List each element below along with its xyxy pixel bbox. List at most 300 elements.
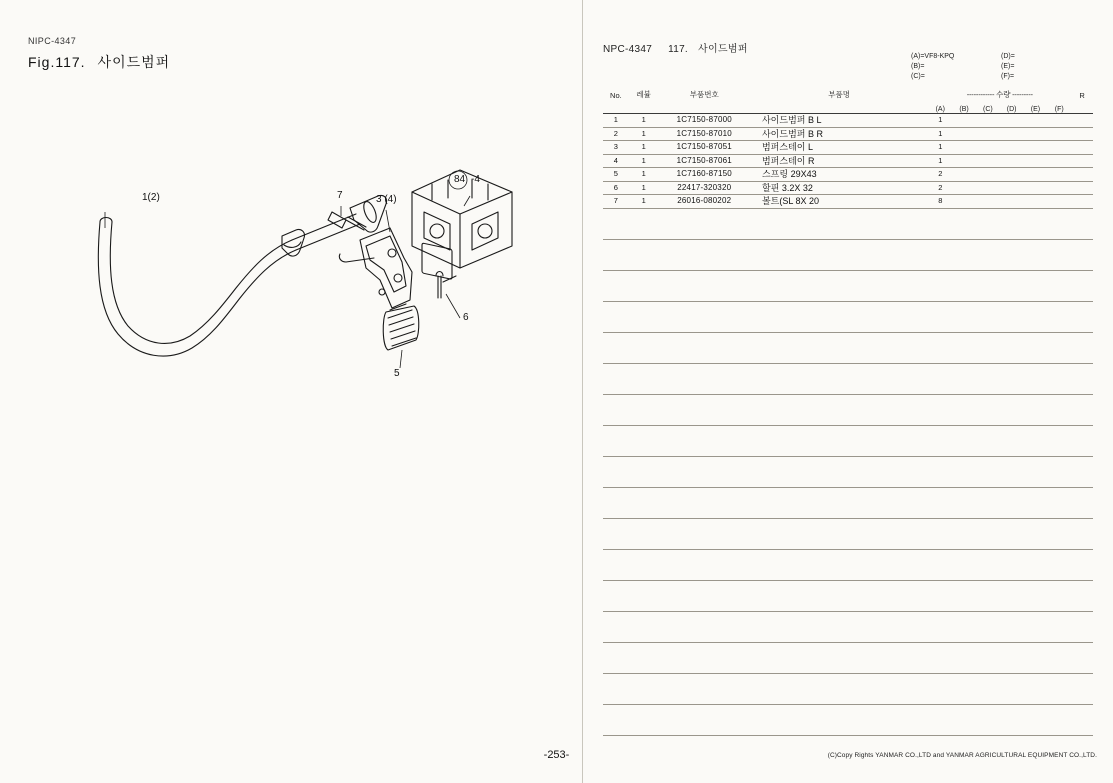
cell-empty <box>659 394 750 425</box>
cell-empty <box>629 704 659 735</box>
cell-empty <box>629 239 659 270</box>
cell-empty <box>1024 239 1048 270</box>
cell-empty <box>976 363 1000 394</box>
cell-empty <box>1024 642 1048 673</box>
cell-qty-d <box>1000 154 1024 168</box>
parts-table <box>603 84 1093 736</box>
cell-no: 2 <box>603 127 629 141</box>
cell-qty-d <box>1000 141 1024 155</box>
cell-empty <box>1000 239 1024 270</box>
cell-qty-d <box>1000 168 1024 182</box>
cell-level: 1 <box>629 141 659 155</box>
cell-qty-f <box>1047 181 1071 195</box>
cell-empty <box>629 642 659 673</box>
table-row-empty <box>603 208 1093 239</box>
copyright-notice: (C)Copy Rights YANMAR CO.,LTD and YANMAR AGRICULTURAL EQUIPMENT CO.,LTD. <box>827 752 1097 759</box>
cell-empty <box>750 208 928 239</box>
cell-empty <box>1024 611 1048 642</box>
cell-no: 7 <box>603 195 629 209</box>
cell-empty <box>1024 704 1048 735</box>
parts-table-header-row <box>603 84 1093 100</box>
cell-qty-c <box>976 141 1000 155</box>
header-level: 레뷸 <box>636 90 651 99</box>
cell-empty <box>952 239 976 270</box>
cell-empty <box>659 549 750 580</box>
cell-empty <box>603 611 629 642</box>
cell-empty <box>1047 580 1071 611</box>
cell-empty <box>1000 642 1024 673</box>
cell-empty <box>1047 673 1071 704</box>
table-row-empty <box>603 549 1093 580</box>
right-figure-number: 117. <box>668 44 689 55</box>
cell-empty <box>1000 208 1024 239</box>
right-page <box>583 0 1113 783</box>
table-row-empty <box>603 394 1093 425</box>
cell-empty <box>629 332 659 363</box>
cell-empty <box>1000 270 1024 301</box>
cell-empty <box>952 363 976 394</box>
cell-empty <box>976 673 1000 704</box>
cell-empty <box>750 549 928 580</box>
cell-empty <box>629 487 659 518</box>
table-row-empty <box>603 425 1093 456</box>
cell-empty <box>976 518 1000 549</box>
cell-remark <box>1071 154 1093 168</box>
cell-empty <box>750 301 928 332</box>
cell-qty-b <box>952 181 976 195</box>
cell-empty <box>629 580 659 611</box>
subheader-qty-b: (B) <box>952 100 976 114</box>
subheader-pn-spacer <box>659 100 750 114</box>
cell-empty <box>1024 518 1048 549</box>
cell-empty <box>1071 363 1093 394</box>
cell-empty <box>750 394 928 425</box>
cell-qty-b <box>952 141 976 155</box>
cell-empty <box>952 425 976 456</box>
cell-empty <box>928 704 952 735</box>
subheader-qty-d: (D) <box>1000 100 1024 114</box>
cell-empty <box>659 611 750 642</box>
cell-empty <box>629 425 659 456</box>
cell-empty <box>603 363 629 394</box>
cell-qty-c <box>976 168 1000 182</box>
cell-empty <box>659 518 750 549</box>
cell-empty <box>1024 270 1048 301</box>
cell-qty-e <box>1024 141 1048 155</box>
cell-qty-d <box>1000 127 1024 141</box>
cell-empty <box>659 239 750 270</box>
cell-empty <box>629 301 659 332</box>
cell-empty <box>629 394 659 425</box>
left-document-code: NIPC-4347 <box>28 36 77 46</box>
callout-3-4: 3 (4) <box>376 194 397 205</box>
cell-empty <box>659 332 750 363</box>
cell-empty <box>976 270 1000 301</box>
cell-level: 1 <box>629 114 659 128</box>
cell-empty <box>928 425 952 456</box>
cell-qty-c <box>976 127 1000 141</box>
cell-empty <box>1047 549 1071 580</box>
cell-empty <box>1071 487 1093 518</box>
assembly-drawing <box>60 150 560 430</box>
cell-empty <box>659 456 750 487</box>
cell-empty <box>1071 611 1093 642</box>
cell-level: 1 <box>629 154 659 168</box>
cell-empty <box>928 208 952 239</box>
cell-qty-a: 2 <box>928 168 952 182</box>
cell-empty <box>750 518 928 549</box>
cell-empty <box>1024 425 1048 456</box>
cell-empty <box>976 239 1000 270</box>
cell-empty <box>1047 425 1071 456</box>
cell-qty-f <box>1047 141 1071 155</box>
cell-empty <box>603 487 629 518</box>
cell-qty-b <box>952 168 976 182</box>
parts-table-head <box>603 84 1093 114</box>
cell-empty <box>1071 208 1093 239</box>
cell-empty <box>629 673 659 704</box>
cell-empty <box>928 518 952 549</box>
cell-empty <box>976 208 1000 239</box>
table-row[interactable] <box>603 181 1093 195</box>
cell-empty <box>952 487 976 518</box>
cell-empty <box>750 673 928 704</box>
cell-empty <box>1024 549 1048 580</box>
cell-empty <box>1024 332 1048 363</box>
cell-empty <box>1024 363 1048 394</box>
cell-empty <box>1024 580 1048 611</box>
variant-e: (E)= <box>1001 63 1015 70</box>
variant-b: (B)= <box>911 63 925 70</box>
cell-empty <box>976 549 1000 580</box>
cell-part-name: 볼트(SL 8X 20 <box>750 195 928 209</box>
cell-empty <box>603 425 629 456</box>
cell-empty <box>1000 456 1024 487</box>
cell-no: 4 <box>603 154 629 168</box>
cell-empty <box>603 301 629 332</box>
cell-empty <box>603 704 629 735</box>
variant-a: (A)=VF8-KPQ <box>911 53 955 60</box>
cell-empty <box>1071 270 1093 301</box>
cell-empty <box>1047 208 1071 239</box>
cell-qty-e <box>1024 127 1048 141</box>
cell-empty <box>659 673 750 704</box>
cell-part-name: 사이드범퍼 B R <box>750 127 928 141</box>
cell-remark <box>1071 168 1093 182</box>
cell-empty <box>1047 518 1071 549</box>
cell-empty <box>1071 580 1093 611</box>
cell-part-name: 범퍼스테이 R <box>750 154 928 168</box>
cell-empty <box>603 673 629 704</box>
table-row[interactable] <box>603 168 1093 182</box>
table-row[interactable] <box>603 141 1093 155</box>
table-row-empty <box>603 270 1093 301</box>
cell-empty <box>750 642 928 673</box>
cell-empty <box>1024 487 1048 518</box>
variant-legend <box>911 52 1111 82</box>
cell-empty <box>1024 301 1048 332</box>
variant-legend-right <box>1001 52 1091 82</box>
cell-qty-b <box>952 114 976 128</box>
cell-empty <box>1071 425 1093 456</box>
cell-empty <box>603 518 629 549</box>
cell-empty <box>629 518 659 549</box>
cell-empty <box>1071 332 1093 363</box>
cell-empty <box>1047 456 1071 487</box>
cell-empty <box>1000 549 1024 580</box>
cell-empty <box>1000 580 1024 611</box>
cell-empty <box>928 580 952 611</box>
table-row-empty <box>603 673 1093 704</box>
cell-empty <box>928 673 952 704</box>
cell-empty <box>1047 487 1071 518</box>
cell-empty <box>750 425 928 456</box>
cell-qty-e <box>1024 154 1048 168</box>
cell-empty <box>1000 704 1024 735</box>
cell-empty <box>1071 239 1093 270</box>
cell-qty-d <box>1000 114 1024 128</box>
cell-empty <box>659 487 750 518</box>
cell-empty <box>659 425 750 456</box>
cell-empty <box>952 580 976 611</box>
subheader-qty-e: (E) <box>1024 100 1048 114</box>
cell-empty <box>1024 456 1048 487</box>
cell-empty <box>928 394 952 425</box>
cell-level: 1 <box>629 168 659 182</box>
cell-empty <box>976 580 1000 611</box>
cell-empty <box>928 363 952 394</box>
subheader-qty-a: (A) <box>928 100 952 114</box>
cell-empty <box>659 363 750 394</box>
cell-empty <box>629 456 659 487</box>
cell-empty <box>976 611 1000 642</box>
cell-qty-d <box>1000 181 1024 195</box>
cell-empty <box>976 425 1000 456</box>
cell-empty <box>750 611 928 642</box>
subheader-qty-f: (F) <box>1047 100 1071 114</box>
cell-qty-a: 1 <box>928 114 952 128</box>
cell-empty <box>976 487 1000 518</box>
table-row-empty <box>603 332 1093 363</box>
figure-title <box>28 52 170 72</box>
callout-5: 5 <box>394 368 400 379</box>
cell-qty-c <box>976 154 1000 168</box>
cell-empty <box>603 270 629 301</box>
cell-empty <box>1000 518 1024 549</box>
cell-empty <box>952 394 976 425</box>
cell-empty <box>952 642 976 673</box>
cell-qty-f <box>1047 127 1071 141</box>
parts-table-body <box>603 114 1093 736</box>
cell-empty <box>1000 673 1024 704</box>
cell-remark <box>1071 141 1093 155</box>
callout-4: -4 <box>471 174 480 185</box>
subheader-level-spacer <box>629 100 659 114</box>
cell-empty <box>1071 301 1093 332</box>
assembly-drawing-svg <box>60 150 560 440</box>
table-row-empty <box>603 456 1093 487</box>
cell-empty <box>750 270 928 301</box>
cell-empty <box>976 456 1000 487</box>
callout-1-2: 1(2) <box>142 192 160 203</box>
callout-84: 84 <box>454 174 466 185</box>
cell-empty <box>976 332 1000 363</box>
cell-remark <box>1071 127 1093 141</box>
cell-empty <box>1071 456 1093 487</box>
cell-qty-b <box>952 195 976 209</box>
cell-empty <box>928 301 952 332</box>
cell-empty <box>1071 518 1093 549</box>
cell-empty <box>976 642 1000 673</box>
table-row[interactable] <box>603 114 1093 128</box>
cell-qty-d <box>1000 195 1024 209</box>
cell-empty <box>1071 549 1093 580</box>
cell-empty <box>928 270 952 301</box>
figure-number: Fig.117. <box>28 54 86 70</box>
cell-empty <box>1000 394 1024 425</box>
cell-no: 3 <box>603 141 629 155</box>
right-document-code: NPC-4347 <box>603 44 653 55</box>
cell-part-number: 26016-080202 <box>659 195 750 209</box>
cell-qty-a: 1 <box>928 154 952 168</box>
cell-empty <box>629 549 659 580</box>
subheader-no-spacer <box>603 100 629 114</box>
cell-empty <box>1000 332 1024 363</box>
table-row-empty <box>603 642 1093 673</box>
cell-part-number: 1C7160-87150 <box>659 168 750 182</box>
cell-empty <box>603 549 629 580</box>
header-qty: ------------ 수량 --------- <box>966 90 1033 99</box>
cell-empty <box>659 301 750 332</box>
cell-empty <box>1047 239 1071 270</box>
cell-part-number: 1C7150-87061 <box>659 154 750 168</box>
subheader-qty-c: (C) <box>976 100 1000 114</box>
cell-empty <box>952 673 976 704</box>
cell-empty <box>1047 363 1071 394</box>
callout-6: 6 <box>463 312 469 323</box>
cell-remark <box>1071 181 1093 195</box>
cell-qty-a: 2 <box>928 181 952 195</box>
header-part-name: 부품명 <box>828 90 851 99</box>
cell-qty-f <box>1047 195 1071 209</box>
header-r: R <box>1079 91 1085 100</box>
cell-empty <box>952 270 976 301</box>
figure-name: 사이드범퍼 <box>97 54 171 70</box>
cell-empty <box>603 456 629 487</box>
cell-empty <box>952 704 976 735</box>
cell-empty <box>928 549 952 580</box>
cell-qty-e <box>1024 195 1048 209</box>
cell-empty <box>952 518 976 549</box>
table-row[interactable] <box>603 154 1093 168</box>
subheader-r-spacer <box>1071 100 1093 114</box>
cell-qty-a: 1 <box>928 141 952 155</box>
cell-empty <box>1000 611 1024 642</box>
cell-empty <box>1000 363 1024 394</box>
subheader-name-spacer <box>750 100 928 114</box>
cell-empty <box>928 332 952 363</box>
cell-part-name: 범퍼스테이 L <box>750 141 928 155</box>
cell-qty-e <box>1024 114 1048 128</box>
variant-legend-left <box>911 52 1001 82</box>
cell-part-name: 할핀 3.2X 32 <box>750 181 928 195</box>
cell-qty-b <box>952 154 976 168</box>
cell-qty-c <box>976 181 1000 195</box>
cell-empty <box>659 704 750 735</box>
cell-part-number: 22417-320320 <box>659 181 750 195</box>
cell-empty <box>750 363 928 394</box>
header-no: No. <box>610 91 622 100</box>
cell-empty <box>750 487 928 518</box>
cell-empty <box>952 611 976 642</box>
table-row-empty <box>603 301 1093 332</box>
cell-empty <box>603 208 629 239</box>
cell-no: 5 <box>603 168 629 182</box>
page-number: -253- <box>543 749 570 761</box>
cell-part-number: 1C7150-87010 <box>659 127 750 141</box>
cell-part-name: 스프링 29X43 <box>750 168 928 182</box>
cell-empty <box>1047 394 1071 425</box>
cell-qty-a: 8 <box>928 195 952 209</box>
table-row-empty <box>603 487 1093 518</box>
cell-empty <box>1047 704 1071 735</box>
table-row[interactable] <box>603 195 1093 209</box>
cell-empty <box>603 239 629 270</box>
cell-empty <box>1071 704 1093 735</box>
cell-empty <box>659 208 750 239</box>
cell-empty <box>928 611 952 642</box>
callout-7: 7 <box>337 190 343 201</box>
cell-empty <box>750 332 928 363</box>
right-figure-name: 사이드범퍼 <box>698 44 748 55</box>
cell-part-number: 1C7150-87000 <box>659 114 750 128</box>
cell-empty <box>1071 673 1093 704</box>
cell-empty <box>603 580 629 611</box>
variant-c: (C)= <box>911 73 925 80</box>
table-row-empty <box>603 611 1093 642</box>
cell-empty <box>928 642 952 673</box>
cell-qty-e <box>1024 181 1048 195</box>
cell-empty <box>629 363 659 394</box>
cell-empty <box>976 301 1000 332</box>
cell-remark <box>1071 195 1093 209</box>
cell-empty <box>1047 642 1071 673</box>
cell-empty <box>952 456 976 487</box>
cell-empty <box>1047 301 1071 332</box>
cell-empty <box>1024 208 1048 239</box>
cell-empty <box>1024 673 1048 704</box>
parts-list-header <box>603 40 748 55</box>
cell-no: 1 <box>603 114 629 128</box>
cell-qty-f <box>1047 114 1071 128</box>
cell-empty <box>1000 425 1024 456</box>
cell-empty <box>1047 611 1071 642</box>
cell-empty <box>952 301 976 332</box>
table-row-empty <box>603 239 1093 270</box>
table-row-empty <box>603 704 1093 735</box>
cell-empty <box>952 332 976 363</box>
cell-empty <box>603 332 629 363</box>
table-row-empty <box>603 363 1093 394</box>
cell-empty <box>1071 642 1093 673</box>
table-row[interactable] <box>603 127 1093 141</box>
cell-empty <box>750 456 928 487</box>
cell-empty <box>629 208 659 239</box>
cell-empty <box>629 611 659 642</box>
cell-part-name: 사이드범퍼 B L <box>750 114 928 128</box>
parts-table-subheader-row <box>603 100 1093 114</box>
cell-level: 1 <box>629 195 659 209</box>
